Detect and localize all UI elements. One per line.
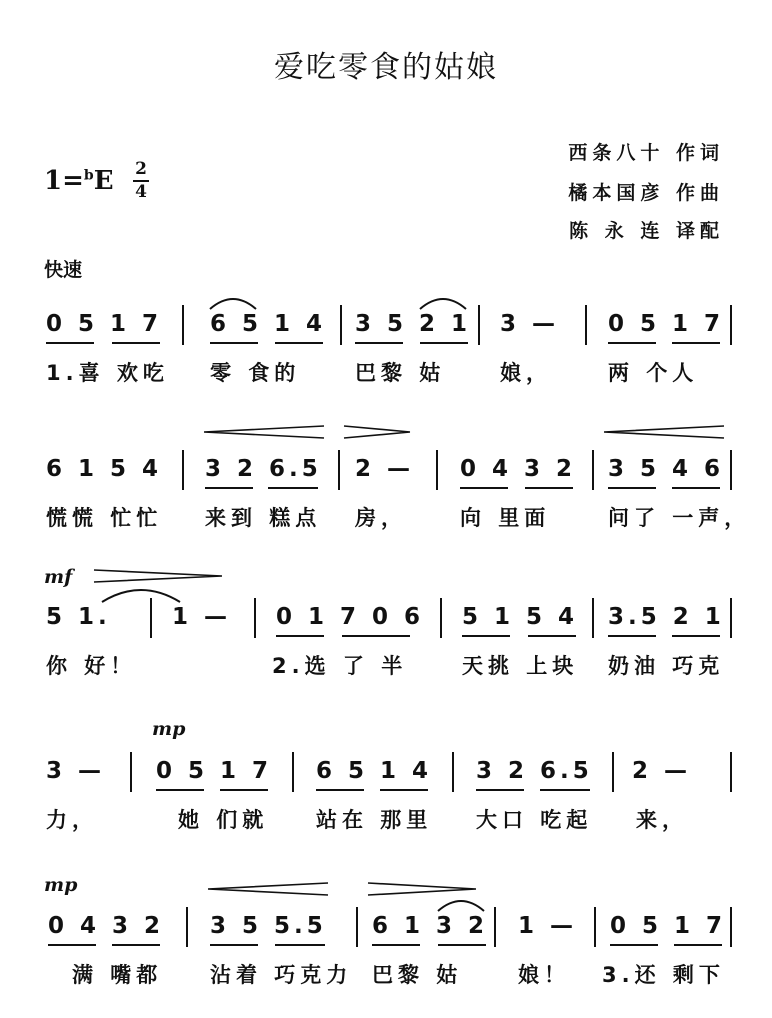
bar-line	[440, 598, 442, 638]
slur	[418, 293, 468, 311]
bar-line	[730, 907, 732, 947]
measure: 6 5 1 4	[210, 311, 327, 337]
lyric: 向 里面	[460, 506, 551, 530]
bar-line	[340, 305, 342, 345]
lyric: 来，	[636, 808, 688, 832]
lyric: 天挑 上块	[462, 654, 579, 678]
measure: 3 5 2 1	[355, 311, 472, 337]
bar-line	[730, 598, 732, 638]
lyric: 沾着 巧克力	[210, 963, 353, 987]
lyric: 站在 那里	[316, 808, 433, 832]
lyric: 奶油 巧克	[608, 654, 725, 678]
lyric: 巴黎 姑	[372, 963, 463, 987]
bar-line	[338, 450, 340, 490]
bar-line	[478, 305, 480, 345]
bar-line	[592, 450, 594, 490]
time-signature: 2 4	[131, 160, 151, 202]
measure: 0 5 1 7	[608, 311, 725, 337]
lyric: 慌慌 忙忙	[46, 506, 163, 530]
measure: 3.5 2 1	[608, 604, 725, 630]
bar-line	[254, 598, 256, 638]
lyricist-credit: 西条八十 作词	[568, 142, 724, 164]
bar-line	[150, 598, 152, 638]
measure: 2 —	[355, 456, 415, 482]
measure: 3 —	[500, 311, 560, 337]
bar-line	[730, 450, 732, 490]
translator-credit: 陈 永 连 译配	[569, 220, 724, 242]
lyric: 巴黎 姑	[355, 361, 446, 385]
lyric: 她 们就	[178, 808, 269, 832]
measure: 6 5 1 4	[316, 758, 433, 784]
tie	[100, 584, 182, 604]
lyric: 娘！	[518, 963, 570, 987]
bar-line	[130, 752, 132, 792]
bar-line	[182, 305, 184, 345]
bar-line	[436, 450, 438, 490]
measure: 0 4 3 2	[460, 456, 577, 482]
measure: 1 —	[172, 604, 232, 630]
crescendo-hairpin	[206, 881, 330, 897]
lyric: 力，	[46, 808, 98, 832]
measure: 3 5 5.5	[210, 913, 327, 939]
lyric: 3.还 剩下	[602, 963, 725, 987]
measure: 3 2 6.5	[476, 758, 593, 784]
measure: 5 1 5 4	[462, 604, 579, 630]
lyric: 大口 吃起	[476, 808, 593, 832]
lyric: 两 个人	[608, 361, 699, 385]
lyric: 娘，	[500, 361, 552, 385]
slur	[436, 895, 486, 913]
lyric: 满 嘴都	[72, 963, 163, 987]
bar-line	[592, 598, 594, 638]
composer-credit: 橘本国彦 作曲	[568, 182, 724, 204]
bar-line	[585, 305, 587, 345]
measure: 3 5 4 6	[608, 456, 725, 482]
measure: 3 2 6.5	[205, 456, 322, 482]
lyric: 2.选 了 半	[272, 654, 408, 678]
bar-line	[594, 907, 596, 947]
lyric: 问了 一声，	[608, 506, 751, 530]
decrescendo-hairpin	[92, 568, 224, 584]
measure: 0 1 7 0 6	[276, 604, 425, 630]
measure: 5 1.	[46, 604, 111, 630]
lyric: 房，	[355, 506, 407, 530]
decrescendo-hairpin	[342, 424, 412, 440]
lyric: 你 好！	[46, 654, 137, 678]
dynamic-mp: mp	[44, 874, 78, 896]
bar-line	[182, 450, 184, 490]
bar-line	[730, 752, 732, 792]
measure: 3 —	[46, 758, 106, 784]
dynamic-mp: mp	[152, 718, 186, 740]
lyric: 1.喜 欢吃	[46, 361, 169, 385]
bar-line	[186, 907, 188, 947]
bar-line	[452, 752, 454, 792]
measure: 6 1 3 2	[372, 913, 489, 939]
key-signature: 1=$^b$E	[44, 166, 114, 196]
measure: 0 5 1 7	[46, 311, 163, 337]
song-title: 爱吃零食的姑娘	[274, 50, 498, 85]
bar-line	[612, 752, 614, 792]
bar-line	[292, 752, 294, 792]
measure: 0 5 1 7	[156, 758, 273, 784]
measure: 6 1 5 4	[46, 456, 163, 482]
tempo-marking: 快速	[44, 259, 83, 281]
measure: 0 5 1 7	[610, 913, 727, 939]
bar-line	[494, 907, 496, 947]
measure: 0 4 3 2	[48, 913, 165, 939]
lyric: 零 食的	[210, 361, 301, 385]
measure: 2 —	[632, 758, 692, 784]
bar-line	[356, 907, 358, 947]
dynamic-mf: mf	[44, 566, 73, 588]
bar-line	[730, 305, 732, 345]
lyric: 来到 糕点	[205, 506, 322, 530]
measure: 1 —	[518, 913, 578, 939]
crescendo-hairpin	[602, 424, 726, 440]
crescendo-hairpin	[202, 424, 326, 440]
slur	[208, 293, 258, 311]
